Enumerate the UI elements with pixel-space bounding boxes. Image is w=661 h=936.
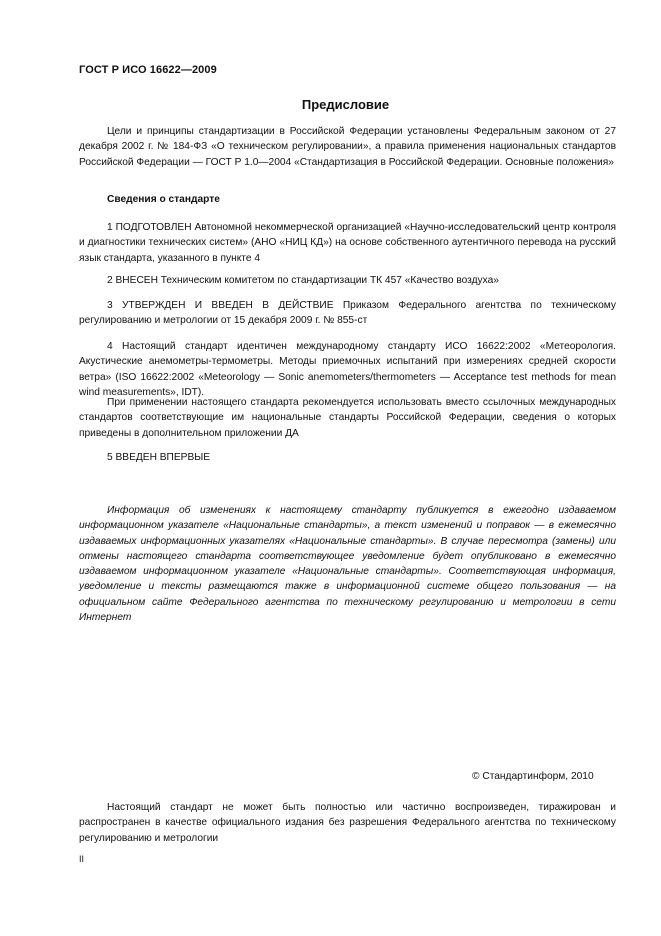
reproduction-paragraph: Настоящий стандарт не может быть полностью или частично воспроизведен, тиражирован и распространен в качестве официального издания без разрешения Федерального агентства по техническому регулированию и метрологии (79, 802, 616, 844)
item-4-paragraph: 4 Настоящий стандарт идентичен международному стандарту ИСО 16622:2002 «Метеорология. Акустические анемометры-термометры. Методы приемочных испытаний при измерениях средней скорости ветра» (ISO 16622:2002 «Meteorology — Sonic anemometers/thermometers — Acceptance test methods for mean wind measurements», IDT). (79, 341, 616, 398)
page-title: Предисловие (301, 97, 390, 112)
intro-paragraph: Цели и принципы стандартизации в Российской Федерации установлены Федеральным законом от 27 декабря 2002 г. № 184-ФЗ «О техническом регулировании», а правила применения национальных стандартов Российской Федерации — ГОСТ Р 1.0—2004 «Стандартизация в Российской Федерации. Основные положения» (79, 126, 616, 168)
notice-paragraph: Информация об изменениях к настоящему стандарту публикуется в ежегодно издаваемом информационном указателе «Национальные стандарты», а текст изменений и поправок — в ежемесячно издаваемых информационных указателях «Национальные стандарты». В случае пересмотра (замены) или отмены настоящего стандарта соответствующее уведомление будет опубликовано в ежемесячно издаваемом информационном указателе «Национальные стандарты». Соответствующая информация, уведомление и тексты размещаются также в информационной системе общего пользования — на официальном сайте Федерального агентства по техническому регулированию и метрологии в сети Интернет (79, 505, 616, 624)
item-3-paragraph: 3 УТВЕРЖДЕН И ВВЕДЕН В ДЕЙСТВИЕ Приказом Федерального агентства по техническому регулированию и метрологии от 15 декабря 2009 г. № 855-ст (79, 300, 616, 327)
item-5-paragraph: 5 ВВЕДЕН ВПЕРВЫЕ (107, 452, 211, 463)
item-1-paragraph: 1 ПОДГОТОВЛЕН Автономной некоммерческой организацией «Научно-исследовательский центр контроля и диагностики технических систем» (АНО «НИЦ КД») на основе собственного аутентичного перевода на русский язык стандарта, указанного в пункте 4 (79, 222, 616, 264)
item-4-note-paragraph: При применении настоящего стандарта рекомендуется использовать вместо ссылочных международных стандартов соответствующие им национальные стандарты Российской Федерации, сведения о которых приведены в дополнительном приложении ДА (79, 397, 616, 439)
page-number: II (79, 854, 85, 864)
copyright-line: © Стандартинформ, 2010 (472, 771, 594, 782)
document-code-header: ГОСТ Р ИСО 16622—2009 (79, 64, 217, 76)
item-2-paragraph: 2 ВНЕСЕН Техническим комитетом по стандартизации ТК 457 «Качество воздуха» (107, 275, 499, 286)
section-title: Сведения о стандарте (107, 194, 220, 205)
